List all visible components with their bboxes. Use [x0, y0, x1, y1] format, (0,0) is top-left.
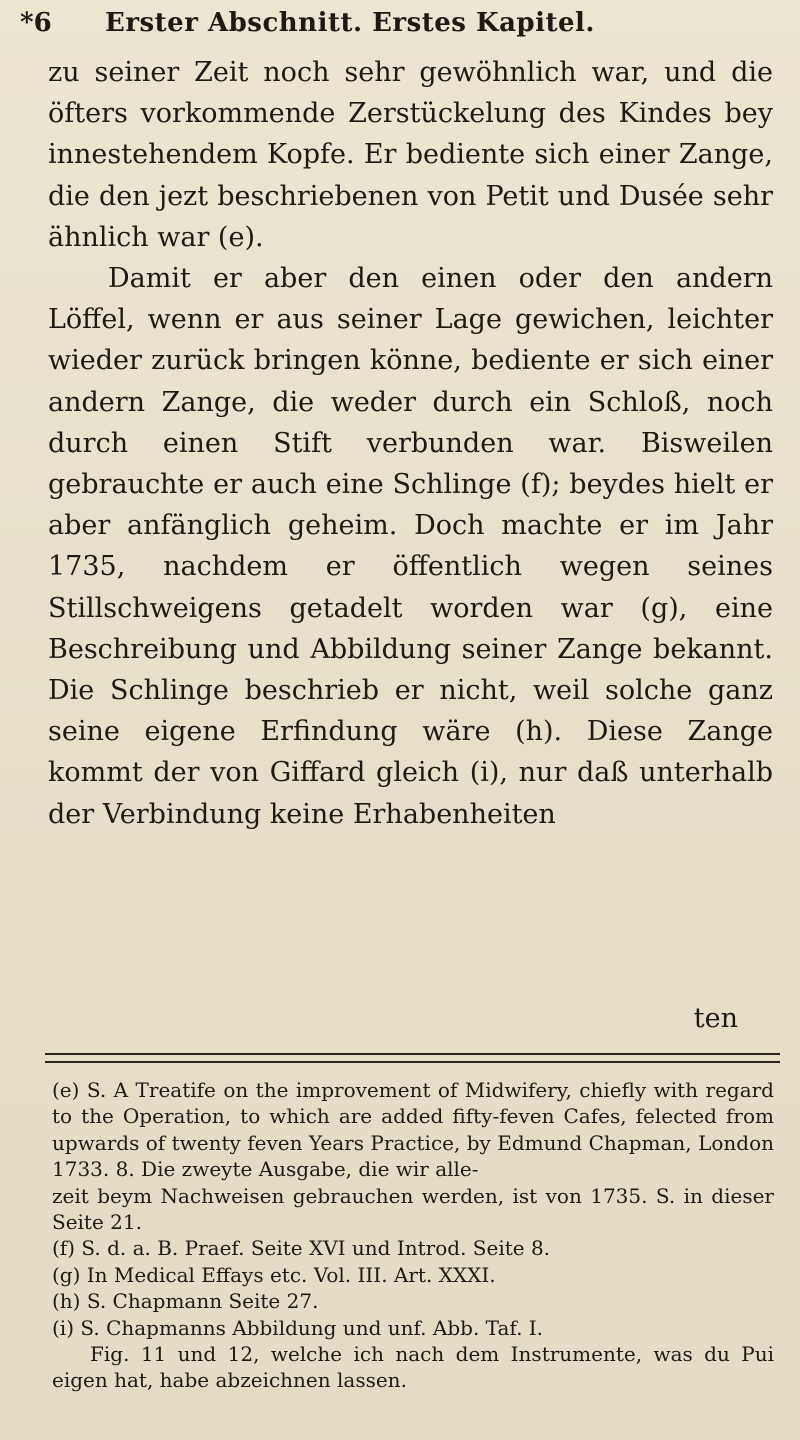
footnotes: [52, 1077, 774, 1394]
catchword: ten: [693, 1003, 738, 1034]
footnote-divider: [45, 1053, 780, 1063]
paragraph: Damit er aber den einen oder den andern Löffel, wenn er aus seiner Lage gewichen, leichter wieder zurück bringen könne, bediente er sich einer andern Zange, die weder durch ein Schloß, noch durch einen Stift verbunden war. Bisweilen gebrauchte er auch eine Schlinge (f); beydes hielt er aber anfänglich geheim. Doch machte er im Jahr 1735, nachdem er öffentlich wegen seines Stillschweigens getadelt worden war (g), eine Beschreibung und Abbildung seiner Zange bekannt. Die Schlinge beschrieb er nicht, weil solche ganz seine eigene Erfindung wäre (h). Diese Zange kommt der von Giffard gleich (i), nur daß unterhalb der Verbindung keine Erhabenheiten: [48, 263, 773, 830]
footnote-g: (g) In Medical Effays etc. Vol. III. Art. XXXI.: [52, 1262, 496, 1287]
footnote-i: (i) S. Chapmanns Abbildung und unf. Abb. Taf. I.: [52, 1315, 544, 1340]
footnote-h: (h) S. Chapmann Seite 27.: [52, 1289, 319, 1314]
footnote-e-continued: zeit beym Nachweisen gebrauchen werden, ist von 1735. S. in dieser Seite 21.: [52, 1183, 774, 1235]
page-number: *6: [20, 8, 52, 38]
page-header: [20, 8, 780, 42]
footnote-f: (f) S. d. a. B. Praef. Seite XVI und Introd. Seite 8.: [52, 1236, 551, 1261]
running-title: Erster Abschnitt. Erstes Kapitel.: [105, 8, 595, 38]
footnote-e: (e) S. A Treatife on the improvement of Midwifery, chiefly with regard to the Operation, to which are added fifty-feven Cafes, felected from upwards of twenty feven Years Practice, by Edmund Chapman, London 1733. 8. Die zweyte Ausgabe, die wir alle-: [52, 1078, 774, 1182]
main-text: [48, 52, 773, 835]
footnote-i-continued: Fig. 11 und 12, welche ich nach dem Instrumente, was du Pui eigen hat, habe abzeichnen lassen.: [52, 1342, 774, 1393]
paragraph: zu seiner Zeit noch sehr gewöhnlich war, und die öfters vorkommende Zerstückelung des Kindes bey innestehendem Kopfe. Er bediente sich einer Zange, die den jezt beschriebenen von Petit und Dusée sehr ähnlich war (e).: [48, 57, 773, 253]
